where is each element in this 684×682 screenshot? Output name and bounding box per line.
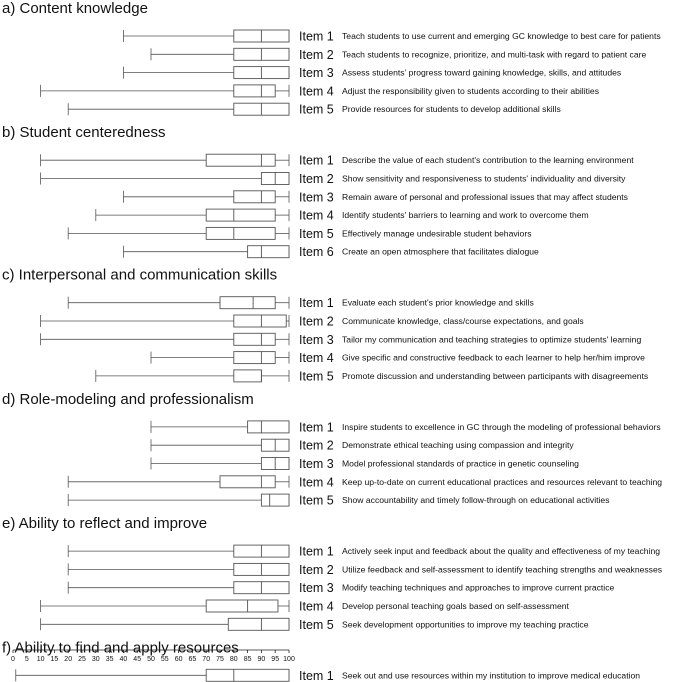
box bbox=[234, 191, 275, 203]
box bbox=[206, 669, 289, 681]
section-title: a) Content knowledge bbox=[2, 0, 148, 17]
item-description: Describe the value of each student's contribution to the learning environment bbox=[342, 155, 634, 166]
item-description: Show accountability and timely follow-through on educational activities bbox=[342, 495, 610, 506]
item-label: Item 1 bbox=[299, 668, 334, 682]
item-description: Communicate knowledge, class/course expectations, and goals bbox=[342, 316, 584, 326]
item-description: Teach students to recognize, prioritize, and multi-task with regard to patient care bbox=[342, 49, 647, 60]
x-tick-label: 40 bbox=[119, 656, 128, 663]
x-tick-label: 65 bbox=[188, 656, 197, 663]
x-tick-label: 15 bbox=[50, 656, 59, 663]
box-item bbox=[68, 545, 660, 559]
x-tick-label: 85 bbox=[243, 656, 252, 663]
item-label: Item 5 bbox=[299, 102, 334, 117]
item-label: Item 1 bbox=[299, 544, 334, 559]
item-label: Item 1 bbox=[299, 29, 334, 44]
box-item bbox=[68, 296, 534, 310]
section-title: f) Ability to find and apply resources bbox=[2, 639, 239, 657]
x-tick-label: 100 bbox=[283, 656, 295, 663]
x-tick-label: 0 bbox=[11, 656, 15, 663]
box bbox=[206, 600, 278, 612]
item-label: Item 1 bbox=[299, 153, 334, 168]
item-label: Item 3 bbox=[299, 457, 334, 471]
box bbox=[234, 333, 275, 345]
item-label: Item 6 bbox=[299, 245, 334, 260]
item-description: Adjust the responsibility given to students according to their abilities bbox=[342, 85, 599, 96]
box-item bbox=[123, 190, 628, 204]
box bbox=[228, 618, 289, 630]
box-item bbox=[16, 669, 641, 682]
item-label: Item 2 bbox=[299, 172, 334, 186]
box-item bbox=[41, 84, 599, 98]
x-tick-label: 5 bbox=[24, 656, 29, 663]
box bbox=[248, 421, 289, 433]
item-label: Item 4 bbox=[299, 208, 334, 223]
box-item bbox=[151, 48, 646, 62]
item-label: Item 5 bbox=[299, 369, 334, 384]
item-description: Assess students' progress toward gaining knowledge, skills, and attitudes bbox=[342, 67, 622, 78]
box bbox=[206, 154, 275, 166]
section-d bbox=[2, 391, 662, 508]
x-tick-label: 25 bbox=[78, 656, 86, 663]
section-e bbox=[2, 515, 662, 632]
item-label: Item 4 bbox=[299, 351, 334, 366]
x-tick-label: 55 bbox=[160, 656, 169, 663]
item-description: Effectively manage undesirable student behaviors bbox=[342, 228, 532, 239]
box-item bbox=[41, 172, 627, 186]
x-tick-label: 20 bbox=[64, 656, 73, 663]
x-tick-label: 10 bbox=[36, 656, 45, 663]
item-description: Modify teaching techniques and approaches to improve current practice bbox=[342, 582, 615, 593]
item-label: Item 4 bbox=[299, 599, 334, 614]
x-tick-label: 60 bbox=[174, 656, 183, 663]
item-description: Utilize feedback and self-assessment to identify teaching strengths and weaknesses bbox=[342, 564, 663, 575]
chart-sections bbox=[2, 0, 662, 682]
item-label: Item 3 bbox=[299, 581, 334, 596]
item-label: Item 3 bbox=[299, 332, 334, 347]
item-description: Model professional standards of practice in genetic counseling bbox=[342, 458, 579, 469]
x-tick-label: 45 bbox=[133, 656, 142, 663]
item-label: Item 5 bbox=[299, 226, 334, 241]
box-item bbox=[96, 369, 648, 383]
item-label: Item 3 bbox=[299, 190, 334, 205]
box-item bbox=[68, 581, 614, 595]
box-item bbox=[68, 494, 609, 508]
box-item bbox=[96, 209, 589, 223]
item-description: Remain aware of personal and professional issues that may affect students bbox=[342, 191, 628, 202]
box bbox=[234, 315, 286, 327]
item-description: Promote discussion and understanding between participants with disagreements bbox=[342, 370, 649, 381]
x-tick-label: 50 bbox=[147, 656, 155, 663]
item-label: Item 2 bbox=[299, 47, 334, 62]
box-item bbox=[123, 30, 660, 44]
x-tick-label: 75 bbox=[216, 656, 224, 663]
item-description: Inspire students to excellence in GC through the modeling of professional behaviors bbox=[342, 421, 661, 432]
x-tick-label: 90 bbox=[257, 656, 266, 663]
box-item bbox=[41, 315, 584, 329]
box-item bbox=[123, 66, 621, 80]
box bbox=[220, 476, 275, 488]
box bbox=[261, 494, 289, 506]
item-label: Item 2 bbox=[299, 314, 334, 329]
box-item bbox=[151, 420, 661, 434]
box bbox=[206, 227, 275, 239]
box bbox=[234, 85, 275, 97]
item-description: Seek development opportunities to improve my teaching practice bbox=[342, 619, 589, 630]
item-label: Item 1 bbox=[299, 296, 334, 311]
x-tick-label: 95 bbox=[271, 656, 280, 663]
box-item bbox=[123, 245, 539, 259]
box-item bbox=[41, 333, 642, 347]
box bbox=[220, 297, 275, 309]
section-title: d) Role-modeling and professionalism bbox=[2, 390, 254, 408]
item-description: Create an open atmosphere that facilitates dialogue bbox=[342, 246, 539, 257]
item-description: Demonstrate ethical teaching using compassion and integrity bbox=[342, 440, 574, 451]
box bbox=[234, 370, 262, 382]
box-item bbox=[151, 439, 574, 453]
x-tick-label: 80 bbox=[229, 656, 238, 663]
item-label: Item 5 bbox=[299, 493, 334, 508]
item-description: Show sensitivity and responsiveness to students' individuality and diversity bbox=[342, 173, 626, 184]
box-item bbox=[41, 618, 589, 632]
item-label: Item 3 bbox=[299, 66, 334, 81]
item-label: Item 2 bbox=[299, 562, 334, 577]
item-label: Item 5 bbox=[299, 617, 334, 632]
section-b bbox=[2, 124, 634, 259]
box bbox=[206, 209, 275, 221]
x-tick-label: 70 bbox=[202, 656, 211, 663]
item-label: Item 4 bbox=[299, 84, 334, 99]
section-title: c) Interpersonal and communication skills bbox=[2, 266, 278, 284]
item-description: Develop personal teaching goals based on self-assessment bbox=[342, 601, 569, 611]
item-description: Give specific and constructive feedback to each learner to help her/him improve bbox=[342, 352, 645, 363]
box-item bbox=[151, 457, 579, 471]
box-item bbox=[68, 563, 662, 577]
x-tick-label: 30 bbox=[91, 656, 100, 663]
item-label: Item 2 bbox=[299, 438, 334, 453]
box-item bbox=[41, 154, 635, 168]
box-item bbox=[151, 351, 645, 365]
item-description: Evaluate each student's prior knowledge and skills bbox=[342, 297, 534, 308]
item-description: Actively seek input and feedback about the quality and effectiveness of my teaching bbox=[342, 546, 661, 557]
item-description: Seek out and use resources within my institution to improve medical education bbox=[342, 670, 641, 681]
item-description: Tailor my communication and teaching strategies to optimize students' learning bbox=[342, 334, 642, 345]
x-tick-label: 35 bbox=[105, 656, 114, 663]
item-description: Identify students' barriers to learning and work to overcome them bbox=[342, 210, 589, 221]
box-item bbox=[41, 600, 570, 614]
box-item bbox=[68, 475, 662, 489]
section-a bbox=[2, 0, 661, 117]
item-description: Teach students to use current and emerging GC knowledge to best care for patients bbox=[342, 31, 661, 41]
box-item bbox=[68, 103, 561, 117]
section-title: e) Ability to reflect and improve bbox=[2, 515, 208, 533]
box bbox=[248, 246, 289, 258]
item-label: Item 4 bbox=[299, 475, 334, 490]
box-item bbox=[68, 227, 531, 241]
section-c bbox=[2, 267, 648, 384]
section-title: b) Student centeredness bbox=[2, 124, 166, 142]
item-label: Item 1 bbox=[299, 420, 334, 435]
box bbox=[234, 352, 275, 364]
item-description: Keep up-to-date on current educational practices and resources relevant to teaching bbox=[342, 476, 663, 487]
item-description: Provide resources for students to develop additional skills bbox=[342, 104, 561, 115]
